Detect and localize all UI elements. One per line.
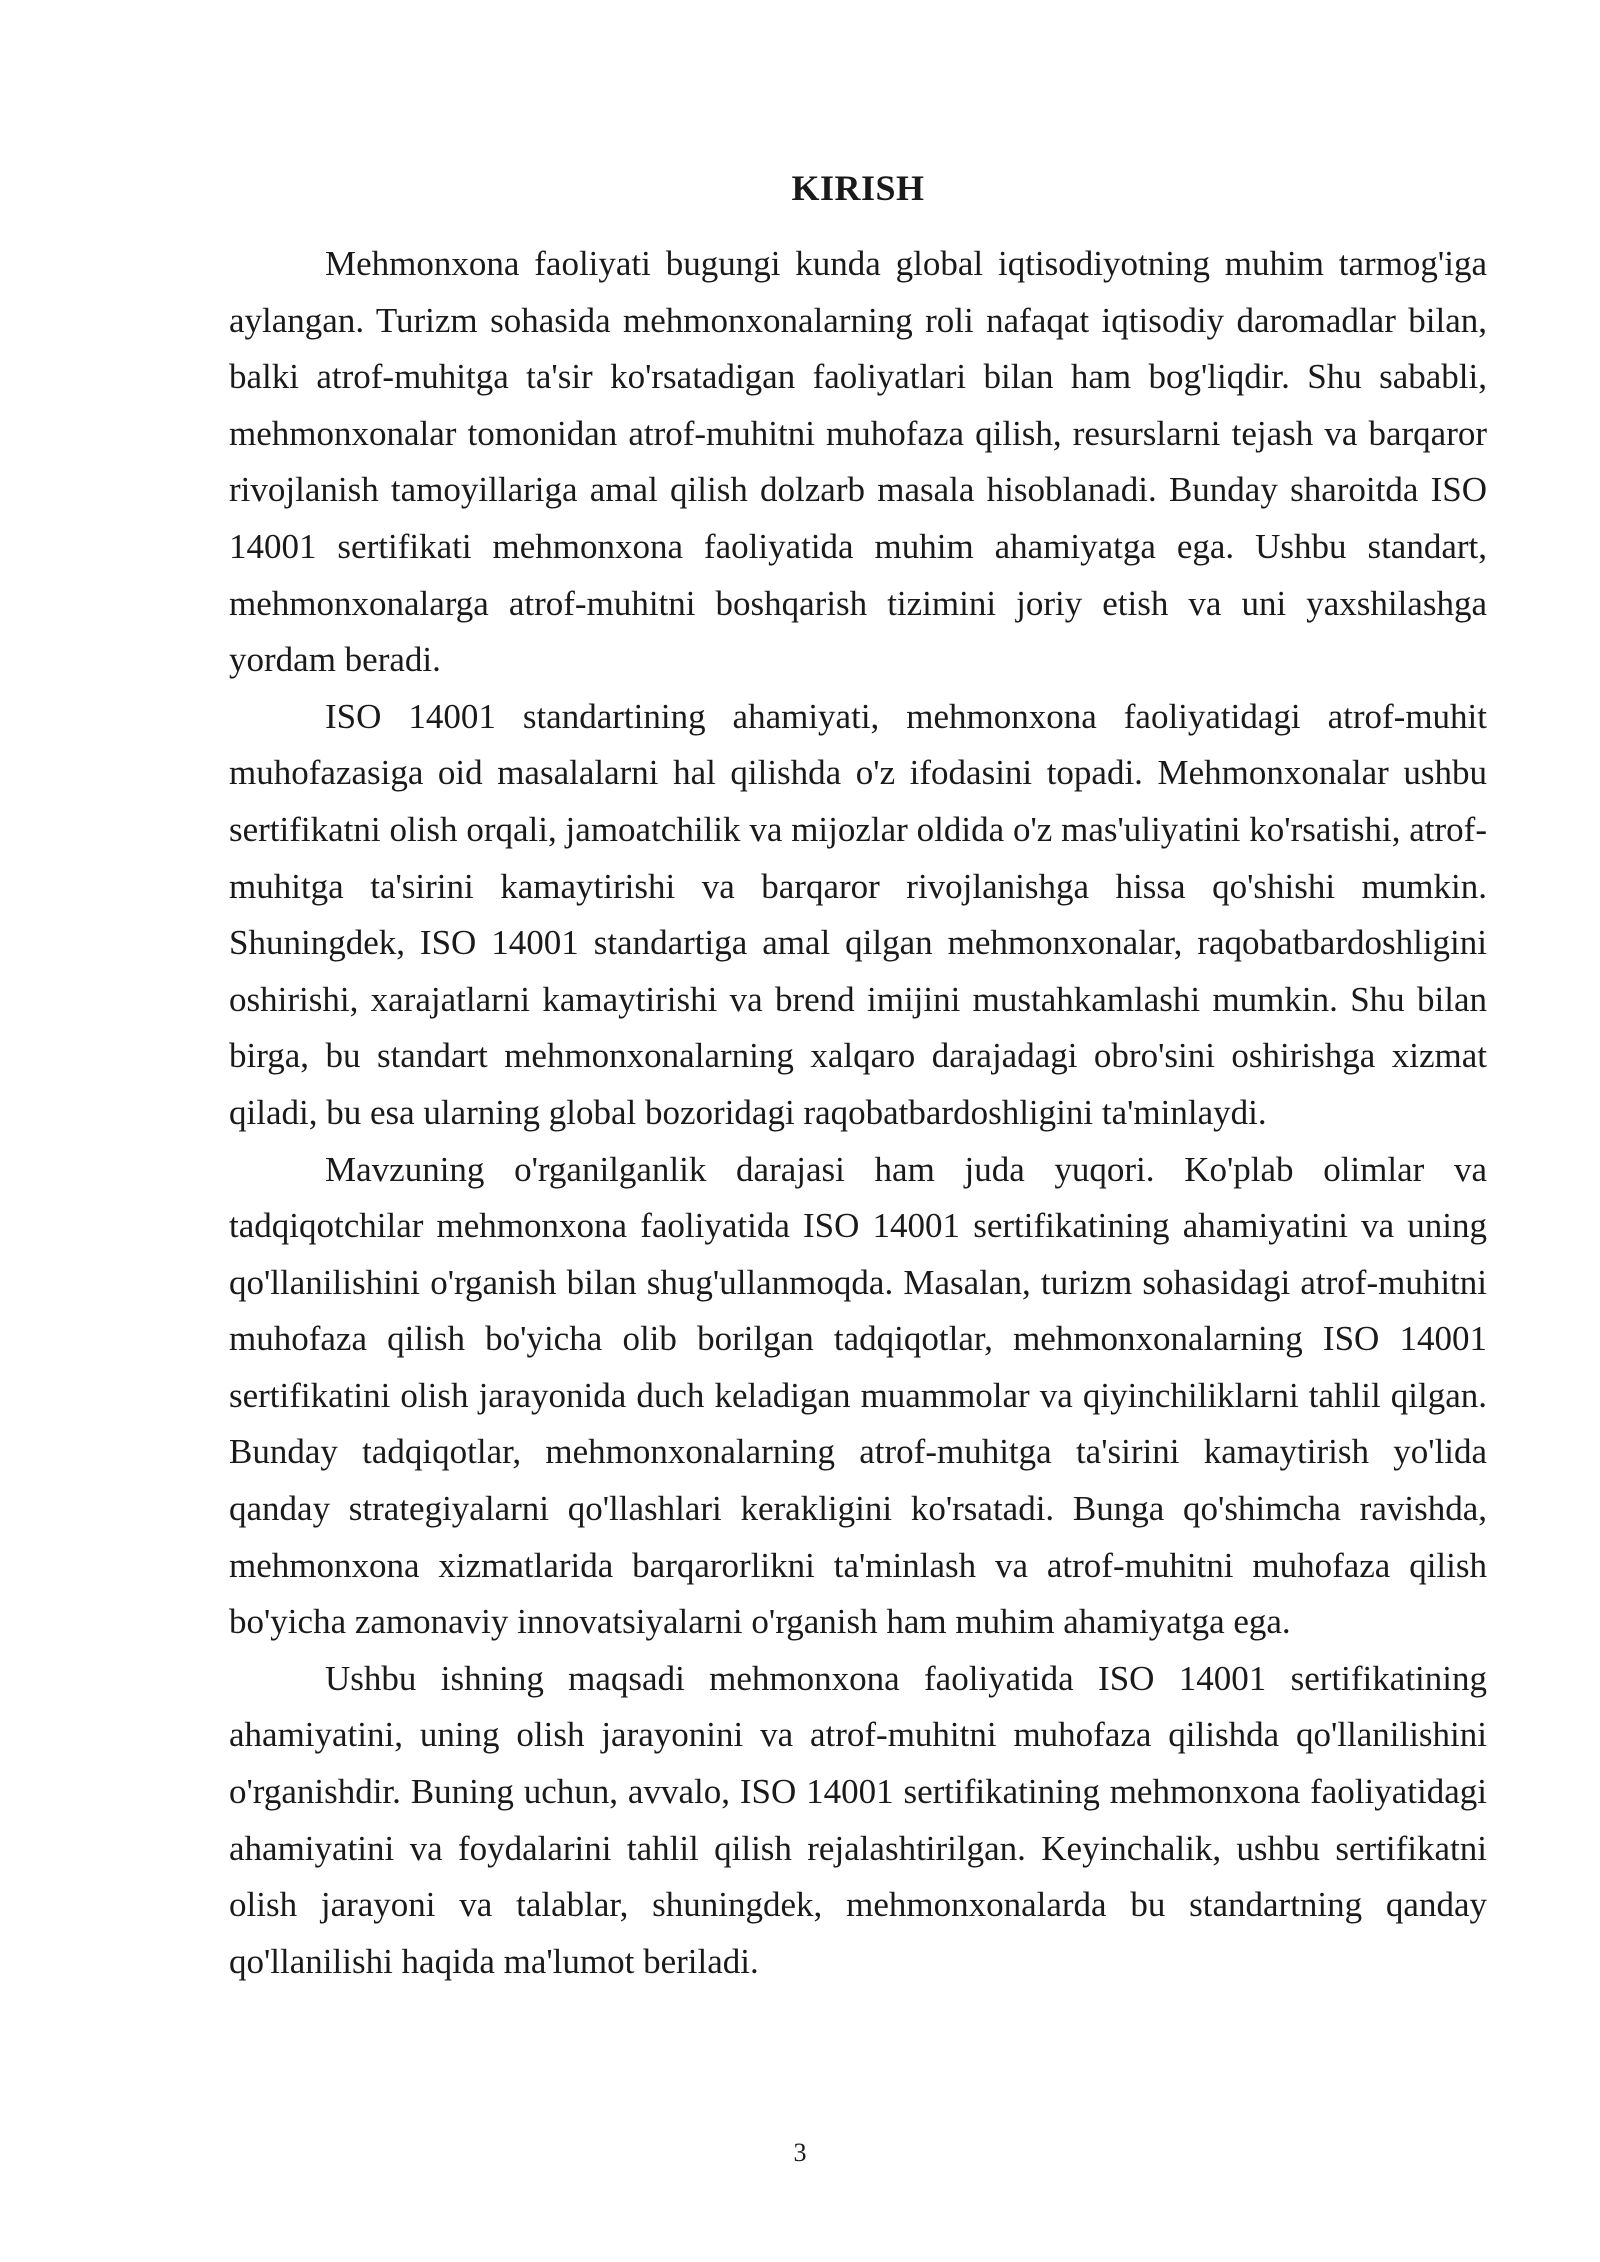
paragraph-iso-importance: ISO 14001 standartining ahamiyati, mehmonxona faoliyatidagi atrof-muhit muhofazasiga oid masalalarni hal qilishda o'z ifodasini topadi. Mehmonxonalar ushbu sertifikatni olish orqali, jamoatchilik va mijozlar oldida o'z mas'uliyatini ko'rsatishi, atrof-muhitga ta'sirini kamaytirishi va barqaror rivojlanishga hissa qo'shishi mumkin. Shuningdek, ISO 14001 standartiga amal qilgan mehmonxonalar, raqobatbardoshligini oshirishi, xarajatlarni kamaytirishi va brend imijini mustahkamlashi mumkin. Shu bilan birga, bu standart mehmonxonalarning xalqaro darajadagi obro'sini oshirishga xizmat qiladi, bu esa ularning global bozoridagi raqobatbardoshligini ta'minlaydi. [229,696,1487,1132]
page-number: 3 [793,2138,807,2167]
paragraph-intro: Mehmonxona faoliyati bugungi kunda global iqtisodiyotning muhim tarmog'iga aylangan. Turizm sohasida mehmonxonalarning roli nafaqat iqtisodiy daromadlar bilan, balki atrof-muhitga ta'sir ko'rsatadigan faoliyatlari bilan ham bog'liqdir. Shu sababli, mehmonxonalar tomonidan atrof-muhitni muhofaza qilish, resurslarni tejash va barqaror rivojlanish tamoyillariga amal qilish dolzarb masala hisoblanadi. Bunday sharoitda ISO 14001 sertifikati mehmonxona faoliyatida muhim ahamiyatga ega. Ushbu standart, mehmonxonalarga atrof-muhitni boshqarish tizimini joriy etish va uni yaxshilashga yordam beradi. [229,244,1487,680]
section-title: KIRISH [791,168,925,208]
page-content [229,160,1487,1990]
paragraph-purpose: Ushbu ishning maqsadi mehmonxona faoliyatida ISO 14001 sertifikatining ahamiyatini, uning olish jarayonini va atrof-muhitni muhofaza qilishda qo'llanilishini o'rganishdir. Buning uchun, avvalo, ISO 14001 sertifikatining mehmonxona faoliyatidagi ahamiyatini va foydalarini tahlil qilish rejalashtirilgan. Keyinchalik, ushbu sertifikatni olish jarayoni va talablar, shuningdek, mehmonxonalarda bu standartning qanday qo'llanilishi haqida ma'lumot beriladi. [229,1658,1487,1981]
paragraph-research-level: Mavzuning o'rganilganlik darajasi ham juda yuqori. Ko'plab olimlar va tadqiqotchilar mehmonxona faoliyatida ISO 14001 sertifikatining ahamiyatini va uning qo'llanilishini o'rganish bilan shug'ullanmoqda. Masalan, turizm sohasidagi atrof-muhitni muhofaza qilish bo'yicha olib borilgan tadqiqotlar, mehmonxonalarning ISO 14001 sertifikatini olish jarayonida duch keladigan muammolar va qiyinchiliklarni tahlil qilgan. Bunday tadqiqotlar, mehmonxonalarning atrof-muhitga ta'sirini kamaytirish yo'lida qanday strategiyalarni qo'llashlari kerakligini ko'rsatadi. Bunga qo'shimcha ravishda, mehmonxona xizmatlarida barqarorlikni ta'minlash va atrof-muhitni muhofaza qilish bo'yicha zamonaviy innovatsiyalarni o'rganish ham muhim ahamiyatga ega. [229,1149,1487,1642]
